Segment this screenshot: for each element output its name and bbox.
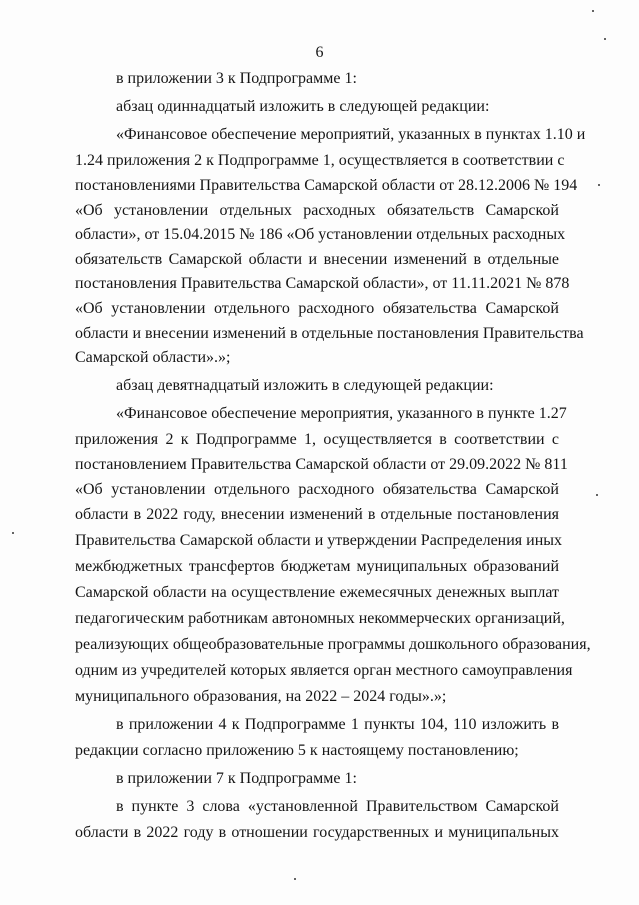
text-line: области в 2022 году в отношении государственных и муниципальных bbox=[75, 824, 559, 841]
page-number: 6 bbox=[315, 44, 324, 61]
text-line: абзац девятнадцатый изложить в следующей редакции: bbox=[116, 377, 494, 394]
scan-speck bbox=[596, 494, 598, 496]
text-line: «Об установлении отдельного расходного обязательства Самарской bbox=[75, 481, 559, 498]
scan-speck bbox=[598, 184, 600, 186]
text-line: в приложении 3 к Подпрограмме 1: bbox=[116, 70, 357, 87]
text-line: в приложении 4 к Подпрограмме 1 пункты 104, 110 изложить в bbox=[116, 716, 559, 733]
text-line: абзац одиннадцатый изложить в следующей редакции: bbox=[116, 98, 490, 115]
text-line: межбюджетных трансфертов бюджетам муниципальных образований bbox=[75, 558, 559, 575]
scan-speck bbox=[592, 10, 594, 12]
text-line: области и внесении изменений в отдельные постановления Правительства bbox=[75, 325, 584, 342]
scan-speck bbox=[12, 532, 14, 534]
text-line: области», от 15.04.2015 № 186 «Об установлении отдельных расходных bbox=[75, 226, 566, 243]
text-line: Самарской области».»; bbox=[75, 349, 231, 366]
text-line: 1.24 приложения 2 к Подпрограмме 1, осуществляется в соответствии с bbox=[75, 152, 565, 169]
text-line: «Об установлении отдельных расходных обязательств Самарской bbox=[75, 202, 559, 219]
text-line: постановлениями Правительства Самарской области от 28.12.2006 № 194 bbox=[75, 177, 578, 194]
text-line: обязательств Самарской области и внесении изменений в отдельные bbox=[75, 251, 559, 268]
text-line: редакции согласно приложению 5 к настоящему постановлению; bbox=[75, 742, 519, 759]
scan-speck bbox=[604, 38, 606, 40]
text-line: постановления Правительства Самарской области», от 11.11.2021 № 878 bbox=[75, 275, 570, 292]
text-line: «Финансовое обеспечение мероприятия, указанного в пункте 1.27 bbox=[116, 405, 567, 422]
text-line: «Финансовое обеспечение мероприятий, указанных в пунктах 1.10 и bbox=[116, 126, 586, 143]
text-line: постановлением Правительства Самарской области от 29.09.2022 № 811 bbox=[75, 456, 568, 473]
text-line: Правительства Самарской области и утверждении Распределения иных bbox=[75, 532, 563, 549]
text-line: муниципального образования, на 2022 – 2024 годы».»; bbox=[75, 688, 447, 705]
text-line: Самарской области на осуществление ежемесячных денежных выплат bbox=[75, 584, 559, 601]
text-line: в приложении 7 к Подпрограмме 1: bbox=[116, 770, 357, 787]
text-line: педагогическим работникам автономных некоммерческих организаций, bbox=[75, 610, 565, 627]
text-line: «Об установлении отдельного расходного обязательства Самарской bbox=[75, 300, 559, 317]
text-line: в пункте 3 слова «установленной Правительством Самарской bbox=[116, 798, 559, 815]
text-line: одним из учредителей которых является орган местного самоуправления bbox=[75, 662, 573, 679]
scan-speck bbox=[294, 878, 296, 880]
text-line: приложения 2 к Подпрограмме 1, осуществляется в соответствии с bbox=[75, 431, 559, 448]
text-line: области в 2022 году, внесении изменений в отдельные постановления bbox=[75, 506, 559, 523]
text-line: реализующих общеобразовательные программы дошкольного образования, bbox=[75, 636, 591, 653]
